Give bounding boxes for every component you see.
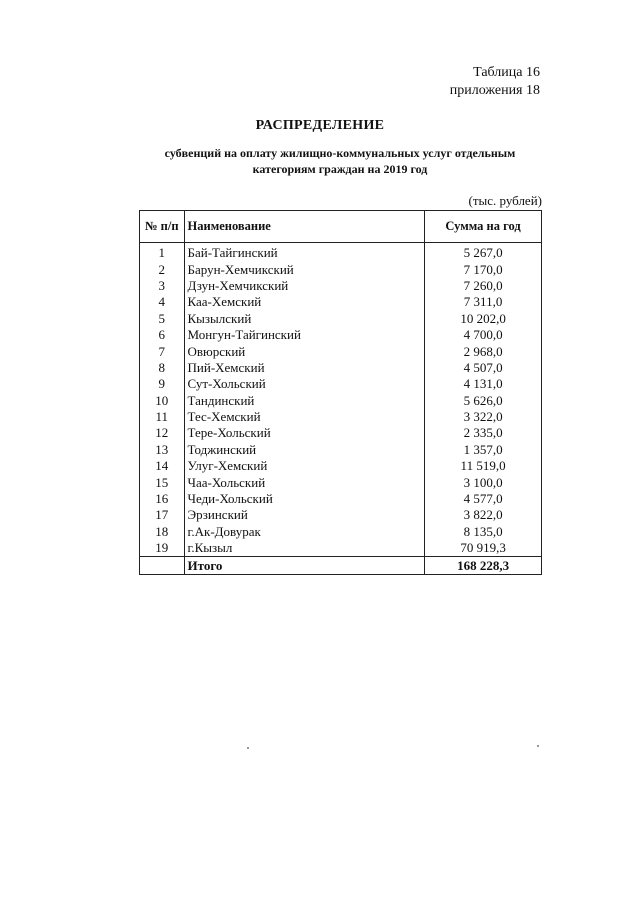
table-body bbox=[140, 243, 542, 557]
row-sum: 8 135,0 bbox=[425, 524, 542, 540]
table-row bbox=[140, 311, 542, 327]
table-row bbox=[140, 261, 542, 277]
row-number: 11 bbox=[140, 409, 185, 425]
document-subtitle bbox=[140, 145, 540, 177]
table-row bbox=[140, 327, 542, 343]
units-note: (тыс. рублей) bbox=[468, 193, 542, 208]
table-row bbox=[140, 458, 542, 474]
row-number: 5 bbox=[140, 311, 185, 327]
row-sum: 2 968,0 bbox=[425, 343, 542, 359]
row-name: Улуг-Хемский bbox=[184, 458, 425, 474]
subtitle-line-2: категориям граждан на 2019 год bbox=[252, 162, 428, 176]
row-number: 4 bbox=[140, 294, 185, 310]
row-name: Тандинский bbox=[184, 393, 425, 409]
table-row bbox=[140, 524, 542, 540]
table-row bbox=[140, 540, 542, 557]
appendix-number: приложения 18 bbox=[449, 83, 540, 98]
column-header-name: Наименование bbox=[184, 211, 425, 243]
table-number: Таблица 16 bbox=[473, 65, 540, 80]
table-row bbox=[140, 294, 542, 310]
table-row bbox=[140, 343, 542, 359]
row-sum: 4 507,0 bbox=[425, 360, 542, 376]
row-name: Эрзинский bbox=[184, 507, 425, 523]
total-label: Итого bbox=[184, 557, 425, 574]
table-row bbox=[140, 474, 542, 490]
row-number: 13 bbox=[140, 442, 185, 458]
table-row bbox=[140, 360, 542, 376]
row-name: Бай-Тайгинский bbox=[184, 243, 425, 262]
row-name: Барун-Хемчикский bbox=[184, 261, 425, 277]
row-sum: 4 131,0 bbox=[425, 376, 542, 392]
table-row bbox=[140, 491, 542, 507]
row-sum: 5 267,0 bbox=[425, 243, 542, 262]
row-sum: 3 322,0 bbox=[425, 409, 542, 425]
row-name: Дзун-Хемчикский bbox=[184, 278, 425, 294]
row-number: 7 bbox=[140, 343, 185, 359]
row-number: 12 bbox=[140, 425, 185, 441]
row-name: Чеди-Хольский bbox=[184, 491, 425, 507]
row-number: 1 bbox=[140, 243, 185, 262]
table-row bbox=[140, 409, 542, 425]
subtitle-line-1: субвенций на оплату жилищно-коммунальных услуг отдельным bbox=[164, 146, 516, 160]
distribution-table bbox=[139, 210, 542, 575]
row-name: г.Ак-Довурак bbox=[184, 524, 425, 540]
row-number: 6 bbox=[140, 327, 185, 343]
table-row bbox=[140, 425, 542, 441]
document-title: РАСПРЕДЕЛЕНИЕ bbox=[255, 118, 385, 133]
row-name: Монгун-Тайгинский bbox=[184, 327, 425, 343]
table-row bbox=[140, 376, 542, 392]
row-number: 17 bbox=[140, 507, 185, 523]
row-number: 19 bbox=[140, 540, 185, 557]
row-sum: 7 260,0 bbox=[425, 278, 542, 294]
row-name: Овюрский bbox=[184, 343, 425, 359]
row-sum: 3 100,0 bbox=[425, 474, 542, 490]
row-number: 16 bbox=[140, 491, 185, 507]
row-number: 10 bbox=[140, 393, 185, 409]
row-number: 2 bbox=[140, 261, 185, 277]
table-row bbox=[140, 507, 542, 523]
row-sum: 2 335,0 bbox=[425, 425, 542, 441]
row-sum: 1 357,0 bbox=[425, 442, 542, 458]
row-sum: 70 919,3 bbox=[425, 540, 542, 557]
row-name: Чаа-Хольский bbox=[184, 474, 425, 490]
row-name: г.Кызыл bbox=[184, 540, 425, 557]
row-number: 18 bbox=[140, 524, 185, 540]
row-name: Сут-Хольский bbox=[184, 376, 425, 392]
row-sum: 11 519,0 bbox=[425, 458, 542, 474]
row-sum: 4 700,0 bbox=[425, 327, 542, 343]
scan-speck bbox=[247, 747, 249, 749]
row-number: 15 bbox=[140, 474, 185, 490]
row-sum: 3 822,0 bbox=[425, 507, 542, 523]
row-sum: 7 311,0 bbox=[425, 294, 542, 310]
total-row bbox=[140, 557, 542, 574]
row-sum: 7 170,0 bbox=[425, 261, 542, 277]
row-sum: 10 202,0 bbox=[425, 311, 542, 327]
total-sum: 168 228,3 bbox=[425, 557, 542, 574]
row-name: Тоджинский bbox=[184, 442, 425, 458]
row-number: 14 bbox=[140, 458, 185, 474]
column-header-number: № п/п bbox=[140, 211, 185, 243]
table-row bbox=[140, 278, 542, 294]
column-header-sum: Сумма на год bbox=[425, 211, 542, 243]
table-row bbox=[140, 243, 542, 262]
table-header-row bbox=[140, 211, 542, 243]
row-sum: 4 577,0 bbox=[425, 491, 542, 507]
total-number-cell bbox=[140, 557, 185, 574]
row-name: Кызылский bbox=[184, 311, 425, 327]
row-number: 9 bbox=[140, 376, 185, 392]
table-row bbox=[140, 393, 542, 409]
row-name: Тере-Хольский bbox=[184, 425, 425, 441]
row-name: Тес-Хемский bbox=[184, 409, 425, 425]
table-row bbox=[140, 442, 542, 458]
row-number: 3 bbox=[140, 278, 185, 294]
row-name: Каа-Хемский bbox=[184, 294, 425, 310]
table-reference bbox=[450, 64, 540, 100]
row-number: 8 bbox=[140, 360, 185, 376]
row-sum: 5 626,0 bbox=[425, 393, 542, 409]
scan-speck bbox=[537, 745, 539, 747]
row-name: Пий-Хемский bbox=[184, 360, 425, 376]
